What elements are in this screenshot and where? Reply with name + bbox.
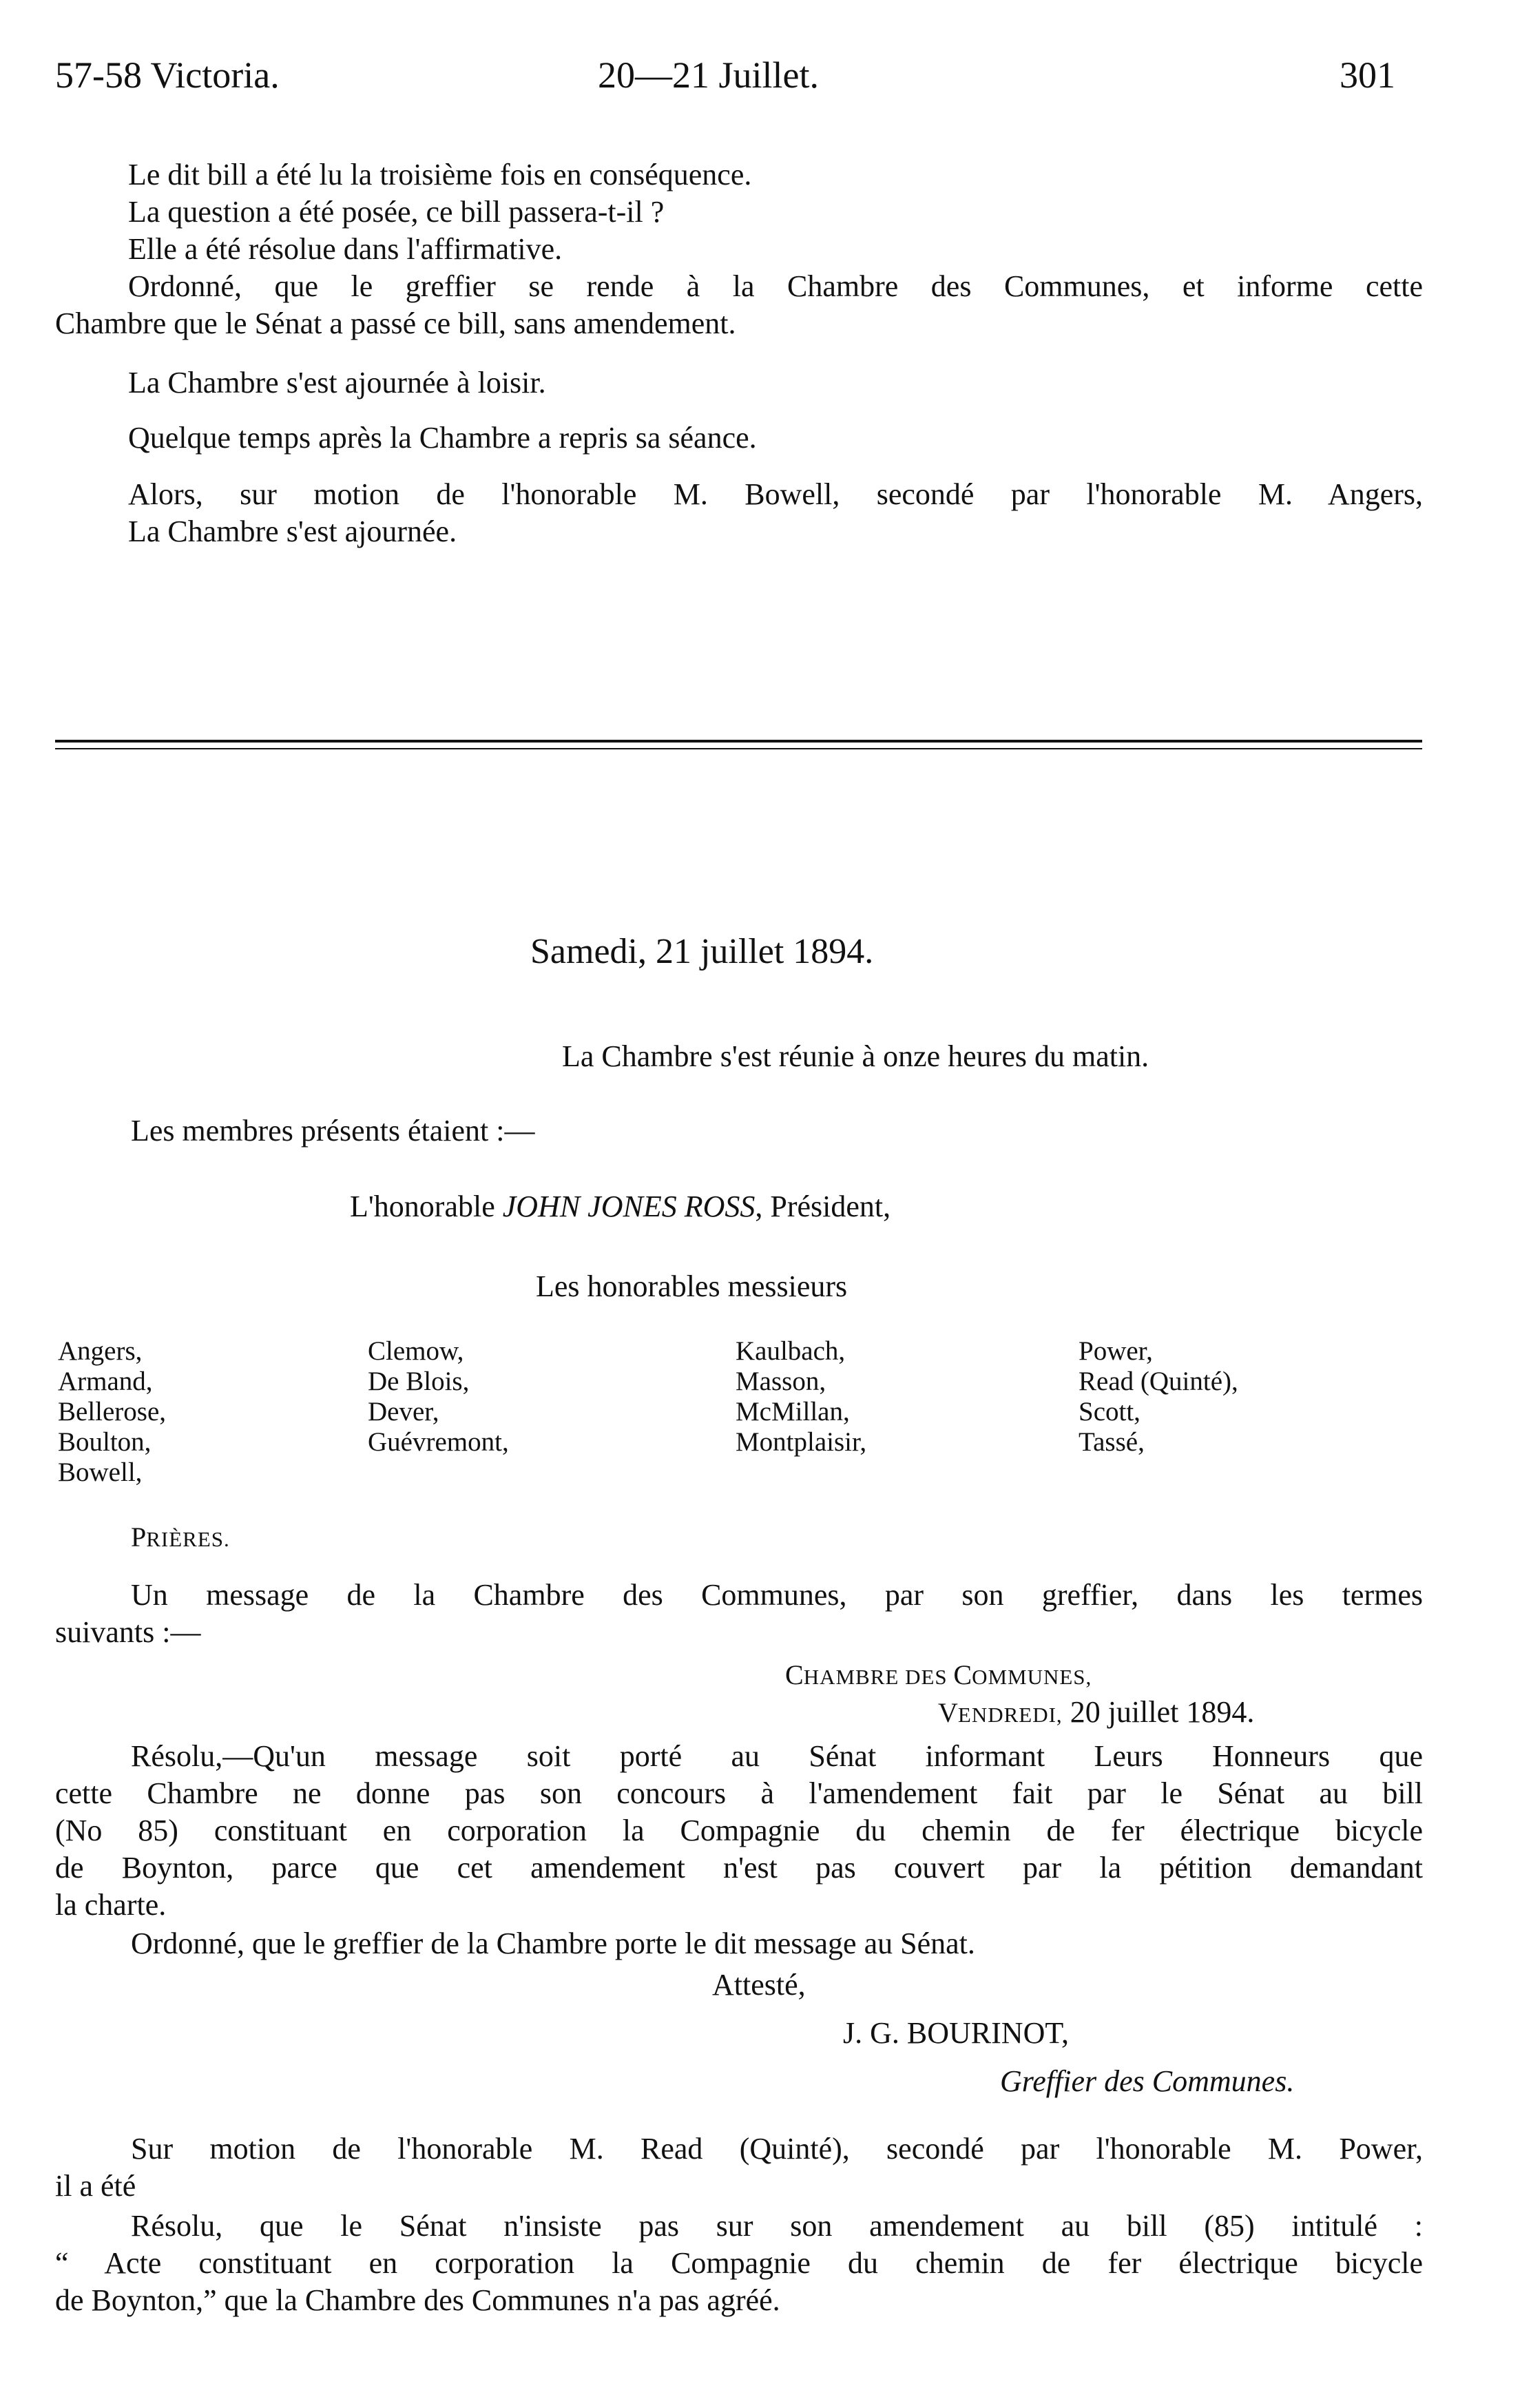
member-name: Montplaisir,: [736, 1427, 867, 1457]
met-line: La Chambre s'est réunie à onze heures du matin.: [562, 1039, 1149, 1073]
place-rest: HAMBRE DES: [803, 1665, 954, 1689]
final-motion-line: Sur motion de l'honorable M. Read (Quinté), secondé par l'honorable M. Power,: [131, 2132, 1423, 2166]
member-name: Bowell,: [58, 1457, 143, 1487]
text-line: La question a été posée, ce bill passera-t-il ?: [128, 195, 665, 229]
attested-line: Attesté,: [712, 1968, 806, 2002]
message-date: [938, 1694, 1254, 1730]
message-intro: Un message de la Chambre des Communes, par son greffier, dans les termes: [131, 1578, 1423, 1612]
resolution-line: Résolu,—Qu'un message soit porté au Sénat informant Leurs Honneurs que: [131, 1739, 1423, 1773]
text-line: Ordonné, que le greffier se rende à la Chambre des Communes, et informe cette: [128, 269, 1423, 303]
members-column-1: [58, 1336, 166, 1488]
member-name: Kaulbach,: [736, 1336, 846, 1366]
member-name: Power,: [1079, 1336, 1153, 1366]
prayers-rest: RIÈRES.: [146, 1527, 230, 1551]
place-initial: C: [953, 1659, 972, 1690]
order-line: Ordonné, que le greffier de la Chambre porte le dit message au Sénat.: [131, 1927, 975, 1960]
member-name: McMillan,: [736, 1397, 850, 1426]
signer-name: J. G. BOURINOT,: [843, 2016, 1069, 2050]
member-name: Boulton,: [58, 1427, 152, 1457]
resolution-line: (No 85) constituant en corporation la Compagnie du chemin de fer électrique bicycle: [55, 1814, 1423, 1847]
running-head-center: 20—21 Juillet.: [598, 54, 819, 96]
resolution-line: la charte.: [55, 1888, 167, 1922]
adjourned-line: La Chambre s'est ajournée à loisir.: [128, 366, 546, 399]
member-name: Bellerose,: [58, 1397, 167, 1426]
place-rest: OMMUNES,: [972, 1665, 1092, 1689]
date-weekday: ENDREDI,: [957, 1703, 1063, 1727]
section-divider-bottom: [55, 748, 1422, 749]
member-name: Read (Quinté),: [1079, 1367, 1238, 1396]
resumed-line: Quelque temps après la Chambre a repris sa séance.: [128, 421, 757, 455]
president-suffix: , Président,: [755, 1190, 891, 1223]
signer-title: [1000, 2064, 1294, 2099]
member-name: Clemow,: [368, 1336, 464, 1366]
date-text: 20 juillet 1894.: [1062, 1695, 1255, 1729]
members-column-3: [736, 1336, 866, 1457]
president-prefix: L'honorable: [350, 1190, 495, 1223]
message-intro: suivants :—: [55, 1615, 201, 1649]
member-name: Scott,: [1079, 1397, 1141, 1426]
prayers-initial: P: [131, 1522, 147, 1553]
members-column-4: [1079, 1336, 1238, 1457]
resolution-line: de Boynton, parce que cet amendement n'est pas couvert par la pétition demandant: [55, 1851, 1423, 1885]
place-initial: C: [785, 1659, 804, 1690]
text-line: Le dit bill a été lu la troisième fois en conséquence.: [128, 158, 752, 191]
date-initial: V: [938, 1697, 958, 1728]
signer-title-text: Greffier des Communes.: [1000, 2064, 1295, 2098]
members-column-2: [368, 1336, 509, 1457]
member-name: Masson,: [736, 1367, 826, 1396]
member-name: Tassé,: [1079, 1427, 1145, 1457]
page-number: 301: [1340, 54, 1395, 96]
member-name: De Blois,: [368, 1367, 470, 1396]
message-place: [785, 1659, 1092, 1691]
member-name: Armand,: [58, 1367, 153, 1396]
text-line: Elle a été résolue dans l'affirmative.: [128, 232, 563, 266]
final-resolution-line: de Boynton,” que la Chambre des Communes n'a pas agréé.: [55, 2283, 780, 2317]
member-name: Dever,: [368, 1397, 439, 1426]
section-divider-top: [55, 740, 1422, 743]
member-name: Angers,: [58, 1336, 143, 1366]
final-resolution-line: Résolu, que le Sénat n'insiste pas sur son amendement au bill (85) intitulé :: [131, 2209, 1423, 2243]
president-line: [350, 1189, 891, 1224]
final-motion-line: il a été: [55, 2169, 136, 2203]
running-head-left: 57-58 Victoria.: [55, 54, 280, 96]
resolution-line: cette Chambre ne donne pas son concours à l'amendement fait par le Sénat au bill: [55, 1776, 1423, 1810]
motion-line: Alors, sur motion de l'honorable M. Bowell, secondé par l'honorable M. Angers,: [128, 477, 1423, 511]
prayers-heading: [131, 1521, 230, 1553]
members-intro: Les membres présents étaient :—: [131, 1114, 535, 1148]
member-name: Guévremont,: [368, 1427, 509, 1457]
final-resolution-line: “ Acte constituant en corporation la Compagnie du chemin de fer électrique bicycle: [55, 2246, 1423, 2280]
motion-line: La Chambre s'est ajournée.: [128, 515, 457, 548]
text-line: Chambre que le Sénat a passé ce bill, sans amendement.: [55, 307, 736, 340]
session-date: Samedi, 21 juillet 1894.: [530, 932, 874, 971]
president-name: JOHN JONES ROSS: [502, 1190, 756, 1223]
honorables-heading: Les honorables messieurs: [536, 1269, 848, 1303]
